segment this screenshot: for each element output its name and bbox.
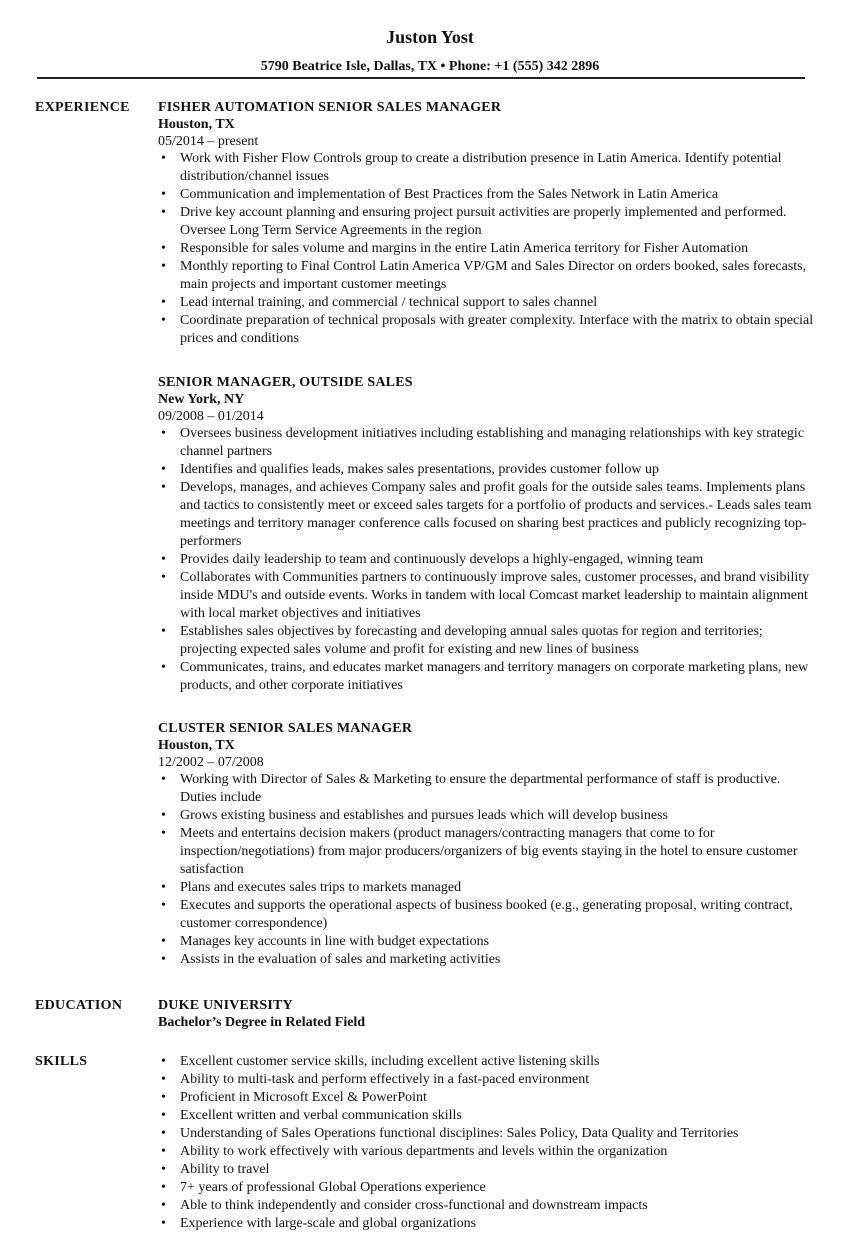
list-item: • Executes and supports the operational aspects of business booked (e.g., generating proposal, writing contract, customer correspondence) bbox=[158, 897, 818, 933]
degree: Bachelor’s Degree in Related Field bbox=[158, 1015, 366, 1030]
list-item: • Assists in the evaluation of sales and marketing activities bbox=[158, 951, 818, 969]
list-item: • Identifies and qualifies leads, makes sales presentations, provides customer follow up bbox=[158, 461, 818, 479]
list-item: • Experience with large-scale and global organizations bbox=[158, 1215, 818, 1233]
list-item: • Collaborates with Communities partners to continuously improve sales, customer processes, and brand visibility inside MDU's and outside events. Works in tandem with local Comcast market leadership to maintain alignment with local market objectives and initiatives bbox=[158, 569, 818, 623]
school-name: DUKE UNIVERSITY bbox=[158, 998, 293, 1013]
job-title: CLUSTER SENIOR SALES MANAGER bbox=[158, 721, 413, 736]
list-item: • Lead internal training, and commercial / technical support to sales channel bbox=[158, 294, 818, 312]
list-item: • Communicates, trains, and educates market managers and territory managers on corporate marketing plans, new products, and other corporate initiatives bbox=[158, 659, 818, 695]
education-entry bbox=[158, 997, 818, 1031]
job-dates: 12/2002 – 07/2008 bbox=[158, 755, 264, 770]
list-item: • Meets and entertains decision makers (product managers/contracting managers that come to for inspection/negotiations) from major producers/organizers of big events staying in the hotel to ensure customer satisfaction bbox=[158, 825, 818, 879]
list-item: • Coordinate preparation of technical proposals with greater complexity. Interface with the matrix to obtain special prices and conditions bbox=[158, 312, 818, 348]
list-item: • Excellent written and verbal communication skills bbox=[158, 1107, 818, 1125]
list-item: • Communication and implementation of Best Practices from the Sales Network in Latin America bbox=[158, 186, 818, 204]
list-item: • Grows existing business and establishes and pursues leads which will develop business bbox=[158, 807, 818, 825]
list-item: • Plans and executes sales trips to markets managed bbox=[158, 879, 818, 897]
job-bullets bbox=[158, 771, 818, 969]
job-bullets bbox=[158, 425, 818, 695]
education-heading: EDUCATION bbox=[35, 998, 123, 1013]
job-location: Houston, TX bbox=[158, 738, 235, 753]
job-entry bbox=[158, 374, 818, 695]
list-item: • Able to think independently and consider cross-functional and downstream impacts bbox=[158, 1197, 818, 1215]
job-title: FISHER AUTOMATION SENIOR SALES MANAGER bbox=[158, 100, 502, 115]
job-entry bbox=[158, 99, 818, 348]
header-divider bbox=[37, 77, 805, 79]
list-item: • 7+ years of professional Global Operations experience bbox=[158, 1179, 818, 1197]
list-item: • Ability to travel bbox=[158, 1161, 818, 1179]
contact-line: 5790 Beatrice Isle, Dallas, TX • Phone: +1 (555) 342 2896 bbox=[260, 59, 600, 74]
list-item: • Oversees business development initiatives including establishing and managing relationships with key strategic channel partners bbox=[158, 425, 818, 461]
job-location: Houston, TX bbox=[158, 117, 235, 132]
list-item: • Establishes sales objectives by forecasting and developing annual sales quotas for region and territories; projecting expected sales volume and profit for existing and new lines of business bbox=[158, 623, 818, 659]
skills-heading: SKILLS bbox=[35, 1054, 88, 1069]
skills-entry bbox=[158, 1053, 818, 1233]
list-item: • Working with Director of Sales & Marketing to ensure the departmental performance of staff is productive. Duties include bbox=[158, 771, 818, 807]
experience-heading: EXPERIENCE bbox=[35, 100, 130, 115]
list-item: • Proficient in Microsoft Excel & PowerPoint bbox=[158, 1089, 818, 1107]
list-item: • Manages key accounts in line with budget expectations bbox=[158, 933, 818, 951]
skills-list bbox=[158, 1053, 818, 1233]
list-item: • Responsible for sales volume and margins in the entire Latin America territory for Fisher Automation bbox=[158, 240, 818, 258]
list-item: • Drive key account planning and ensuring project pursuit activities are properly implemented and performed. Oversee Long Term Service Agreements in the region bbox=[158, 204, 818, 240]
job-entry bbox=[158, 720, 818, 969]
list-item: • Ability to work effectively with various departments and levels within the organization bbox=[158, 1143, 818, 1161]
list-item: • Develops, manages, and achieves Company sales and profit goals for the outside sales teams. Implements plans and tactics to consistently meet or exceed sales targets for a portfolio of products and services.- Leads sales team meetings and territory manager conference calls focused on sharing best practices and publicly recognizing top-performers bbox=[158, 479, 818, 551]
job-bullets bbox=[158, 150, 818, 348]
list-item: • Excellent customer service skills, including excellent active listening skills bbox=[158, 1053, 818, 1071]
list-item: • Understanding of Sales Operations functional disciplines: Sales Policy, Data Quality and Territories bbox=[158, 1125, 818, 1143]
list-item: • Work with Fisher Flow Controls group to create a distribution presence in Latin America. Identify potential distribution/channel issues bbox=[158, 150, 818, 186]
candidate-name: Juston Yost bbox=[386, 27, 474, 47]
job-location: New York, NY bbox=[158, 392, 245, 407]
list-item: • Provides daily leadership to team and continuously develops a highly-engaged, winning team bbox=[158, 551, 818, 569]
job-title: SENIOR MANAGER, OUTSIDE SALES bbox=[158, 375, 413, 390]
job-dates: 05/2014 – present bbox=[158, 134, 259, 149]
job-dates: 09/2008 – 01/2014 bbox=[158, 409, 264, 424]
list-item: • Ability to multi-task and perform effectively in a fast-paced environment bbox=[158, 1071, 818, 1089]
list-item: • Monthly reporting to Final Control Latin America VP/GM and Sales Director on orders booked, sales forecasts, main projects and important customer meetings bbox=[158, 258, 818, 294]
